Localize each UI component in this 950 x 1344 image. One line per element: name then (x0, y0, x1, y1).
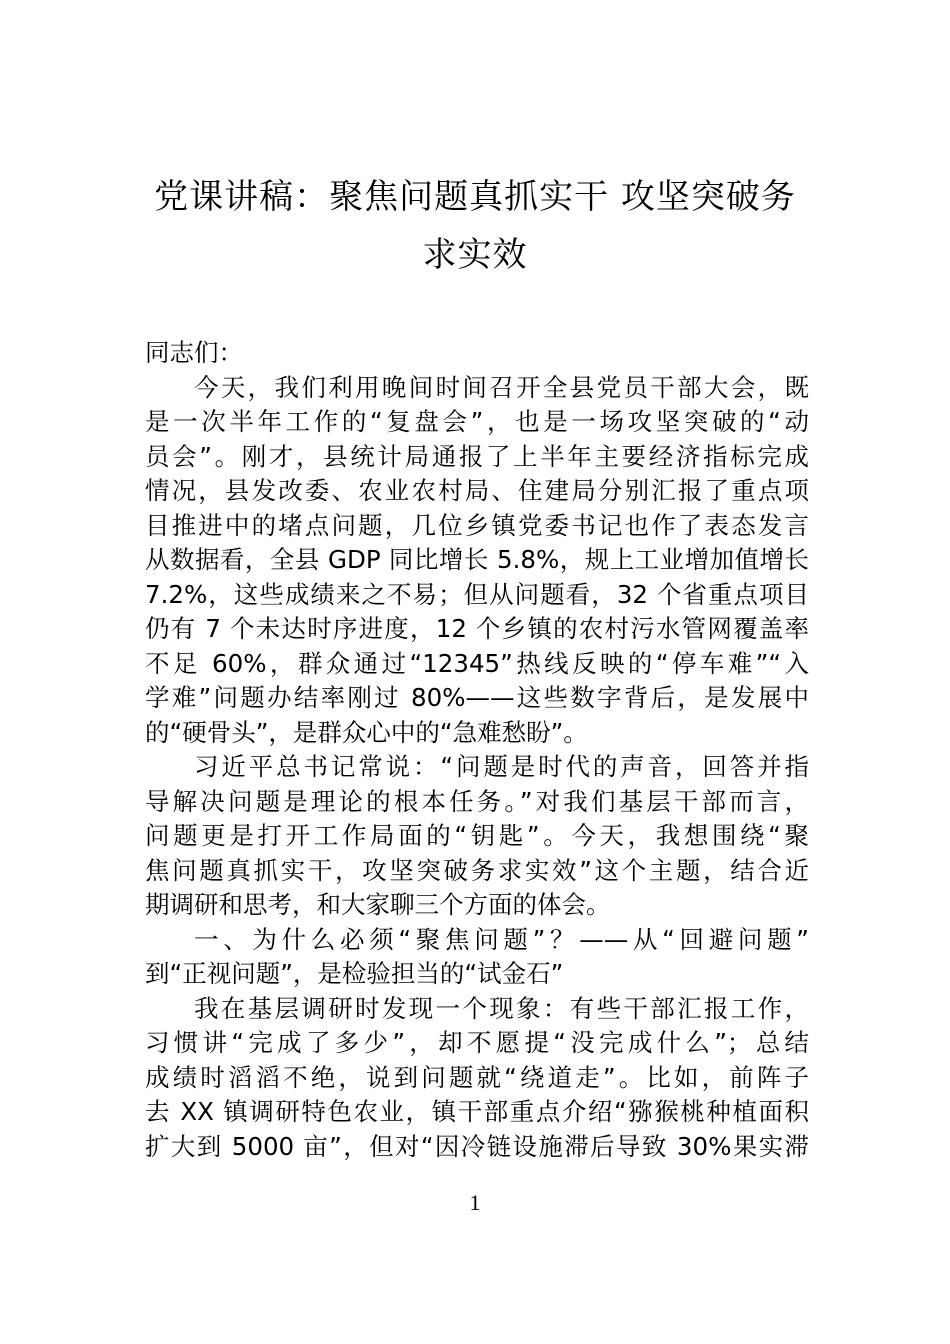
paragraph-line: 问题更是打开工作局面的“钥匙”。今天，我想围绕“聚 (145, 821, 809, 850)
document-title (140, 168, 810, 284)
section-heading-line: 一、为什么必须“聚焦问题”？——从“回避问题” (194, 924, 809, 954)
paragraph-line: 导解决问题是理论的根本任务。”对我们基层干部而言， (145, 786, 809, 816)
paragraph-line: 从数据看，全县 GDP 同比增长 5.8%，规上工业增加值增长 (145, 545, 809, 574)
salutation: 同志们： (145, 338, 243, 367)
paragraph-line: 期调研和思考，和大家聊三个方面的体会。 (145, 890, 611, 919)
paragraph-line: 员会”。刚才，县统计局通报了上半年主要经济指标完成 (145, 441, 809, 471)
paragraph-line: 我在基层调研时发现一个现象：有些干部汇报工作， (194, 993, 809, 1023)
paragraph-line: 学难”问题办结率刚过 80%——这些数字背后，是发展中 (145, 683, 809, 712)
paragraph-line: 不足 60%，群众通过“12345”热线反映的“停车难”“入 (145, 648, 809, 678)
paragraph-line: 目推进中的堵点问题，几位乡镇党委书记也作了表态发言 (145, 510, 809, 540)
paragraph-line: 是一次半年工作的“复盘会”，也是一场攻坚突破的“动 (145, 407, 809, 436)
paragraph-line: 习惯讲“完成了多少”，却不愿提“没完成什么”；总结 (145, 1028, 809, 1057)
document-body (145, 336, 809, 1164)
paragraph-line: 今天，我们利用晚间时间召开全县党员干部大会，既 (194, 372, 809, 402)
paragraph-line: 情况，县发改委、农业农村局、住建局分别汇报了重点项 (145, 476, 809, 505)
paragraph-line: 成绩时滔滔不绝，说到问题就“绕道走”。比如，前阵子 (145, 1062, 809, 1092)
paragraph-line: 的“硬骨头”，是群众心中的“急难愁盼”。 (145, 717, 588, 747)
paragraph-line: 去 XX 镇调研特色农业，镇干部重点介绍“猕猴桃种植面积 (145, 1097, 809, 1126)
title-line-1: 党课讲稿：聚焦问题真抓实干 攻坚突破务 (154, 177, 796, 217)
page-number: 1 (469, 1190, 481, 1215)
paragraph-line: 扩大到 5000 亩”，但对“因冷链设施滞后导致 30%果实滞 (145, 1131, 809, 1161)
paragraph-line: 7.2%，这些成绩来之不易；但从问题看，32 个省重点项目 (145, 579, 809, 609)
section-heading-line: 到“正视问题”，是检验担当的“试金石” (145, 959, 564, 988)
paragraph-line: 习近平总书记常说：“问题是时代的声音，回答并指 (194, 752, 809, 781)
paragraph-line: 焦问题真抓实干，攻坚突破务求实效”这个主题，结合近 (145, 855, 809, 885)
paragraph-line: 仍有 7 个未达时序进度，12 个乡镇的农村污水管网覆盖率 (145, 614, 809, 643)
title-line-2: 求实效 (422, 235, 528, 275)
